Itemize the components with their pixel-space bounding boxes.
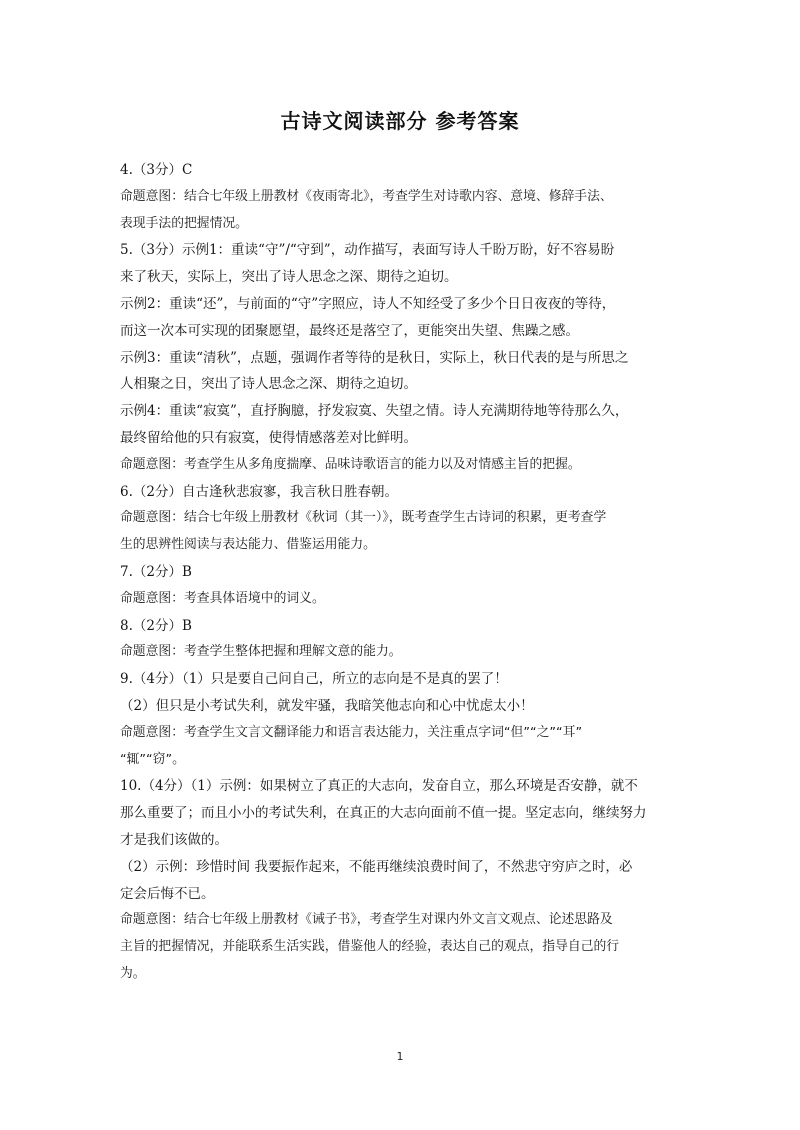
intent-line: “辄”“窃”。	[120, 751, 185, 767]
intent-line: 生的思辨性阅读与表达能力、借鉴运用能力。	[120, 537, 376, 553]
intent-line: 命题意图：考查具体语境中的词义。	[120, 590, 325, 606]
answer-line: 而这一次本可实现的团聚愿望，最终还是落空了，更能突出失望、焦躁之感。	[120, 322, 579, 339]
answer-line: 示例2：重读“还”，与前面的“守”字照应，诗人不知经受了多少个日日夜夜的等待，	[120, 295, 616, 312]
answer-line: 人相聚之日，突出了诗人思念之深、期待之迫切。	[120, 376, 417, 393]
answer-content	[120, 157, 680, 988]
intent-line: 为。	[120, 965, 146, 981]
intent-line: 命题意图：考查学生从多角度揣摩、品味诗歌语言的能力以及对情感主旨的把握。	[120, 456, 581, 472]
answer-line: 6.（2分）自古逢秋悲寂寥，我言秋日胜春朝。	[120, 483, 398, 500]
answer-line: 8.（2分）B	[120, 617, 192, 634]
intent-line: 命题意图：考查学生整体把握和理解文意的能力。	[120, 644, 402, 660]
intent-line: 命题意图：结合七年级上册教材《夜雨寄北》，考查学生对诗歌内容、意境、修辞手法、	[120, 188, 613, 204]
answer-line: 定会后悔不已。	[120, 885, 215, 902]
intent-line: 命题意图：结合七年级上册教材《秋词（其一）》，既考查学生古诗词的积累，更考查学	[120, 510, 607, 526]
intent-line: 命题意图：结合七年级上册教材《诫子书》，考查学生对课内外文言文观点、论述思路及	[120, 912, 613, 928]
answer-line: 7.（2分）B	[120, 563, 192, 580]
intent-line: 主旨的把握情况，并能联系生活实践，借鉴他人的经验，表达自己的观点，指导自己的行	[120, 939, 620, 955]
page-number: 1	[396, 1050, 404, 1063]
answer-line: （2）但只是小考试失利，就发牢骚，我暗笑他志向和心中忧虑太小！	[120, 697, 534, 714]
answer-line: 9.（4分）（1）只是要自己问自己，所立的志向是不是真的罢了！	[120, 671, 508, 688]
answer-line: 4.（3分）C	[120, 162, 193, 178]
answer-line: 10.（4分）（1）示例：如果树立了真正的大志向，发奋自立，那么环境是否安静，就不	[120, 778, 638, 795]
answer-line: 示例4：重读“寂寞”，直抒胸臆，抒发寂寞、失望之情。诗人充满期待地等待那么久，	[120, 403, 629, 420]
intent-line: 表现手法的把握情况。	[120, 215, 248, 231]
intent-line: 命题意图：考查学生文言文翻译能力和语言表达能力，关注重点字词“但”“之”“耳”	[120, 724, 583, 740]
answer-line: 才是我们该做的。	[120, 831, 228, 848]
answer-line: 那么重要了；而且小小的考试失利，在真正的大志向面前不值一提。坚定志向，继续努力	[120, 805, 647, 822]
page-title: 古诗文阅读部分 参考答案	[280, 109, 520, 133]
answer-line: 最终留给他的只有寂寞，使得情感落差对比鲜明。	[120, 429, 417, 446]
answer-line: 示例3：重读“清秋”，点题，强调作者等待的是秋日，实际上，秋日代表的是与所思之	[120, 349, 629, 366]
answer-line: 5.（3分）示例1：重读“守”/“守到”，动作描写，表面写诗人千盼万盼，好不容易盼	[120, 242, 615, 259]
answer-line: （2）示例：珍惜时间 我要振作起来，不能再继续浪费时间了，不然悲守穷庐之时，必	[120, 858, 633, 875]
answer-line: 来了秋天，实际上，突出了诗人思念之深、期待之迫切。	[120, 269, 458, 286]
